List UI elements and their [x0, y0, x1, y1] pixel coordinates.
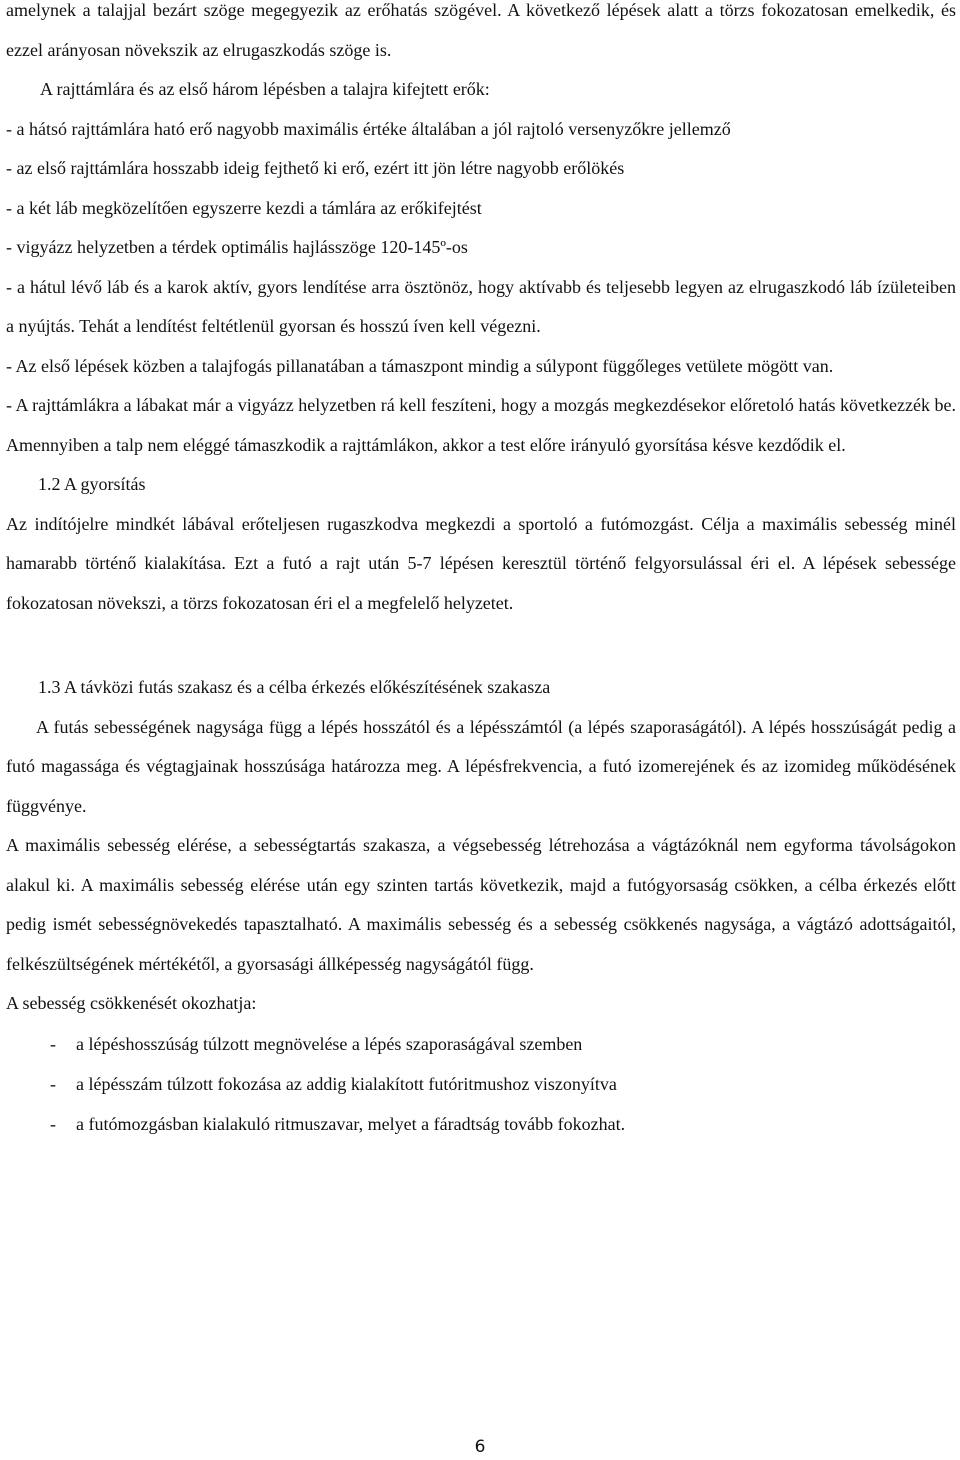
list-item-text: a lépéshosszúság túlzott megnövelése a lépés szaporaságával szemben	[76, 1033, 583, 1054]
list-dash: -	[50, 1073, 56, 1094]
list-item-text: a lépésszám túlzott fokozása az addig kialakított futóritmushoz viszonyítva	[76, 1073, 617, 1094]
force-item: - A rajttámlákra a lábakat már a vigyázz helyzetben rá kell feszíteni, hogy a mozgás megkezdésekor előretoló hatás következzék be. Amennyiben a talp nem eléggé támaszkodik a rajttámlákon, akkor a test előre irányuló gyorsítása késve kezdődik el.	[6, 395, 956, 455]
list-dash: -	[50, 1113, 56, 1134]
causes-title: A sebesség csökkenését okozhatja:	[6, 993, 257, 1013]
intro-paragraph: amelynek a talajjal bezárt szöge megegyezik az erőhatás szögével. A következő lépések alatt a törzs fokozatosan emelkedik, és ezzel arányosan növekszik az elrugaszkodás szöge is.	[6, 0, 956, 60]
section-heading: 1.2 A gyorsítás	[38, 474, 146, 494]
section-paragraph: A futás sebességének nagysága függ a lépés hosszától és a lépésszámtól (a lépés szaporaságától). A lépés hosszúságát pedig a futó magassága és végtagjainak hosszúsága határozza meg. A lépésfrekvencia, a futó izomerejének és az izomideg működésének függvénye.	[6, 716, 956, 816]
list-dash: -	[50, 1033, 56, 1054]
page-number: 6	[474, 1437, 486, 1457]
list-item	[6, 1064, 956, 1104]
force-item: - a hátsó rajttámlára ható erő nagyobb maximális értéke általában a jól rajtoló versenyzőkre jellemző	[6, 118, 731, 139]
section-heading: 1.3 A távközi futás szakasz és a célba érkezés előkészítésének szakasza	[38, 677, 551, 697]
list-item	[6, 1024, 956, 1064]
section-distance-running	[6, 668, 956, 1144]
force-item: - vigyázz helyzetben a térdek optimális hajlásszöge 120-145º-os	[6, 237, 468, 257]
list-item-text: a futómozgásban kialakuló ritmuszavar, melyet a fáradtság tovább fokozhat.	[76, 1113, 626, 1134]
section-start-block	[6, 0, 956, 465]
force-item: - Az első lépések közben a talajfogás pillanatában a támaszpont mindig a súlypont függőleges vetülete mögött van.	[6, 355, 834, 376]
section-acceleration	[6, 465, 956, 623]
forces-title: A rajttámlára és az első három lépésben a talajra kifejtett erők:	[40, 79, 490, 99]
force-item: - az első rajttámlára hosszabb ideig fejthető ki erő, ezért itt jön létre nagyobb erőlökés	[6, 158, 625, 178]
force-item: - a két láb megközelítően egyszerre kezdi a támlára az erőkifejtést	[6, 197, 482, 218]
causes-list	[6, 1024, 956, 1144]
list-item	[6, 1104, 956, 1144]
section-paragraph: A maximális sebesség elérése, a sebességtartás szakasza, a végsebesség létrehozása a vágtázóknál nem egyforma távolságokon alakul ki. A maximális sebesség elérése után egy szinten tartás következik, majd a futógyorsaság csökken, a célba érkezés előtt pedig ismét sebességnövekedés tapasztalható. A maximális sebesség és a sebesség csökkenés nagysága, a vágtázó adottságaitól, felkészültségének mértékétől, a gyorsasági állképesség nagyságától függ.	[6, 835, 956, 974]
force-item: - a hátul lévő láb és a karok aktív, gyors lendítése arra ösztönöz, hogy aktívabb és teljesebb legyen az elrugaszkodó láb ízületeiben a nyújtás. Tehát a lendítést feltétlenül gyorsan és hosszú íven kell végezni.	[6, 276, 956, 336]
document-page	[6, 0, 956, 1144]
section-body: Az indítójelre mindkét lábával erőteljesen rugaszkodva megkezdi a sportoló a futómozgást. Célja a maximális sebesség minél hamarabb történő kialakítása. Ezt a futó a rajt után 5-7 lépésen keresztül történő felgyorsulással éri el. A lépések sebessége fokozatosan növekszi, a törzs fokozatosan éri el a megfelelő helyzetet.	[6, 513, 956, 613]
